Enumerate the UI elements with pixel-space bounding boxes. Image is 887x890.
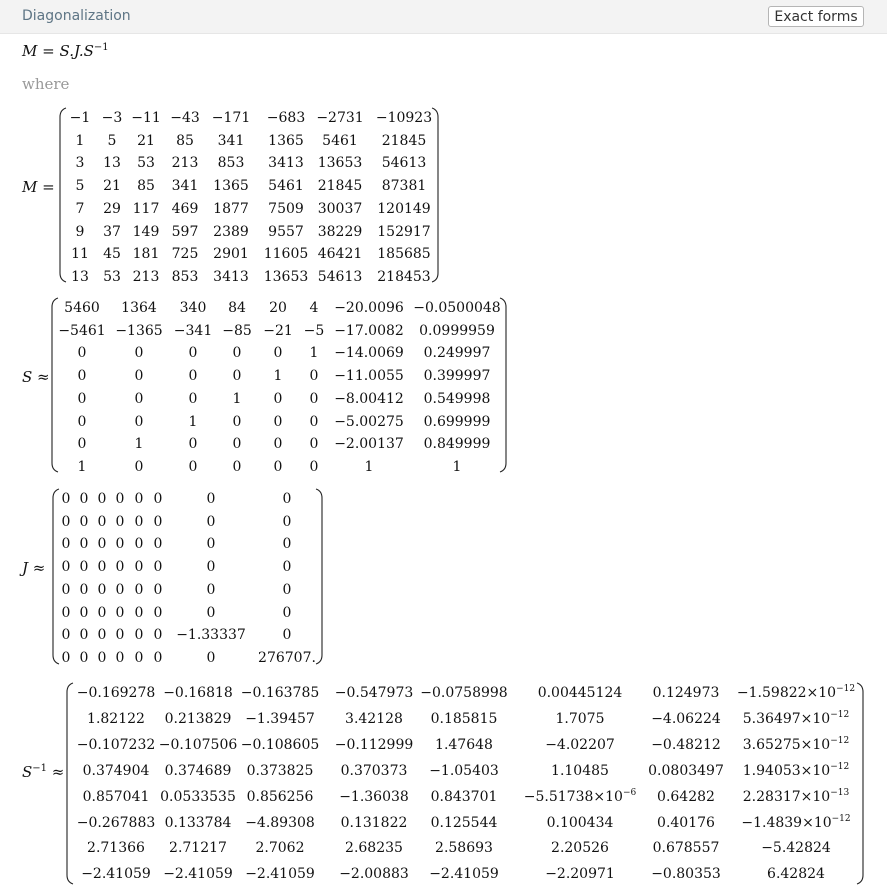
matrix-cell: 85: [137, 178, 155, 195]
panel-title: Diagonalization: [22, 8, 131, 24]
matrix-cell: −0.48212: [651, 736, 721, 753]
matrix-cell: 0: [134, 413, 144, 430]
matrix-cell: 0.549998: [423, 390, 491, 407]
matrix-cell: 1: [273, 368, 283, 385]
matrix-cell: −1.33337: [176, 627, 246, 644]
matrix-cell: 0: [134, 491, 144, 507]
matrix-cell: −2.00137: [334, 436, 404, 453]
matrix-cell: −21: [263, 322, 293, 339]
matrix-cell: −2.41059: [163, 866, 233, 883]
matrix-cell: −10923: [375, 110, 433, 126]
cell-exponent: −6: [622, 787, 637, 798]
matrix-cell: −1.36038: [339, 788, 409, 805]
matrix-cell: −5.00275: [334, 413, 404, 430]
matrix-cell: 0: [97, 649, 107, 666]
matrix-cell: 0.125544: [430, 814, 498, 831]
matrix-cell: 1: [452, 458, 462, 475]
matrix-cell: 0: [309, 368, 319, 385]
matrix-cell: 53: [137, 155, 155, 172]
matrix-cell: 0.124973: [652, 685, 720, 701]
matrix-cell: 4: [309, 300, 319, 316]
matrix-cell: 0: [309, 436, 319, 453]
matrix-cell: 0: [134, 559, 144, 576]
matrix-cell: −1365: [115, 322, 163, 339]
matrix-cell: 0: [61, 536, 71, 553]
matrix-cell: $-1.59822\times 10^{-12}$: [736, 684, 856, 701]
matrix-cell: 2901: [213, 246, 249, 263]
matrix-cell: 0: [61, 627, 71, 644]
matrix-cell: −14.0069: [334, 345, 404, 362]
matrix-cell: 1364: [121, 300, 157, 316]
matrix-cell: 0: [153, 559, 163, 576]
matrix-cell: 13653: [317, 155, 363, 172]
matrix-cell: −2.00883: [339, 866, 409, 883]
panel-header: [0, 0, 887, 34]
matrix-cell: 0.0803497: [648, 762, 724, 779]
matrix-cell: 341: [171, 178, 199, 195]
matrix-cell: −0.163785: [240, 685, 320, 701]
matrix-cell: 5: [75, 178, 85, 195]
matrix-cell: 13: [71, 268, 89, 285]
matrix-cell: 0.678557: [652, 840, 720, 857]
matrix-cell: −2731: [316, 110, 364, 126]
matrix-cell: 1: [77, 458, 87, 475]
matrix-cell: 0: [188, 436, 198, 453]
matrix-cell: −0.0758998: [420, 685, 508, 701]
matrix-cell: 0.213829: [164, 710, 232, 727]
matrix-cell: −0.169278: [76, 685, 156, 701]
matrix-cell: 0: [79, 491, 89, 507]
matrix-cell: $2.28317\times 10^{-13}$: [742, 787, 850, 805]
matrix-cell: 0: [97, 604, 107, 621]
matrix-cell: 0: [282, 627, 292, 644]
matrix-cell: 0.100434: [546, 814, 614, 831]
matrix-cell: 0: [273, 436, 283, 453]
matrix-cell: 13653: [263, 268, 309, 285]
matrix-cell: 38229: [317, 223, 363, 240]
matrix-cell: −2.20971: [545, 866, 615, 883]
matrix-cell: 0: [232, 345, 242, 362]
matrix-cell: 0: [282, 536, 292, 553]
matrix-label-suffix: ≈: [47, 763, 65, 781]
matrix-cell: 0: [134, 390, 144, 407]
matrix-cell: 1365: [268, 132, 304, 149]
matrix-cell: 21: [137, 132, 155, 149]
matrix-cell: 0: [97, 491, 107, 507]
matrix-cell: 0.00445124: [537, 685, 623, 701]
matrix-cell: 21845: [317, 178, 363, 195]
matrix-cell: 0.0999959: [419, 322, 495, 339]
matrix-cell: 276707.: [258, 649, 316, 666]
matrix-cell: 2.71366: [87, 840, 145, 857]
matrix-cell: $3.65275\times 10^{-12}$: [742, 735, 850, 753]
matrix-cell: 0.133784: [164, 814, 232, 831]
matrix-cell: 0: [273, 458, 283, 475]
matrix-label-j: J ≈: [22, 559, 46, 577]
right-paren: [314, 488, 324, 665]
matrix-cell: 5: [107, 132, 117, 149]
matrix-cell: 149: [132, 223, 160, 240]
matrix-cell: 0.0533535: [160, 788, 236, 805]
matrix-cell: 0: [153, 513, 163, 530]
matrix-cell: 0: [134, 368, 144, 385]
matrix-cell: 0.849999: [423, 436, 491, 453]
matrix-cell: −4.89308: [245, 814, 315, 831]
matrix-cell: 0.131822: [340, 814, 408, 831]
matrix-cell: 1877: [213, 200, 249, 217]
matrix-cell: 0.249997: [423, 345, 491, 362]
matrix-cell: 0: [115, 536, 125, 553]
matrix-cell: 53: [103, 268, 121, 285]
matrix-cell: −85: [222, 322, 252, 339]
matrix-cell: 0: [97, 627, 107, 644]
matrix-cell: 0: [79, 536, 89, 553]
matrix-cell: 0: [134, 604, 144, 621]
matrix-cell: 0: [188, 368, 198, 385]
matrix-cell: 1.10485: [551, 762, 609, 779]
matrix-cell: 0: [309, 458, 319, 475]
matrix-cell: −0.547973: [334, 685, 414, 701]
matrix-cell: 341: [217, 132, 245, 149]
matrix-cell: 0: [61, 604, 71, 621]
matrix-cell: 0: [97, 536, 107, 553]
matrix-cell: 11: [71, 246, 89, 263]
matrix-cell: 0: [232, 413, 242, 430]
matrix-cell: −0.80353: [651, 866, 721, 883]
matrix-cell: 0: [97, 513, 107, 530]
matrix-cell: 5461: [322, 132, 358, 149]
matrix-cell: 0: [134, 536, 144, 553]
matrix-cell: −683: [266, 110, 306, 126]
matrix-cell: −17.0082: [334, 322, 404, 339]
matrix-cell: 0: [134, 345, 144, 362]
matrix-cell: 0: [273, 413, 283, 430]
cell-exponent: −12: [830, 709, 850, 720]
matrix-cell: 0: [77, 436, 87, 453]
matrix-cell: 0.373825: [246, 762, 314, 779]
matrix-cell: 0.399997: [423, 368, 491, 385]
matrix-cell: 0: [188, 458, 198, 475]
matrix-cell: 1365: [213, 178, 249, 195]
matrix-cell: 0: [232, 368, 242, 385]
matrix-cell: 11605: [263, 246, 309, 263]
matrix-cell: 37: [103, 223, 121, 240]
matrix-cell: 0: [79, 649, 89, 666]
matrix-cell: −2.41059: [245, 866, 315, 883]
matrix-cell: 0: [153, 581, 163, 598]
matrix-cell: −1.39457: [245, 710, 315, 727]
matrix-cell: 85: [176, 132, 194, 149]
matrix-cell: 0.40176: [657, 814, 715, 831]
matrix-cell: 0: [282, 581, 292, 598]
matrix-cell: 13: [103, 155, 121, 172]
matrix-cell: 0: [61, 581, 71, 598]
matrix-cell: 0: [282, 559, 292, 576]
matrix-cell: 0: [115, 513, 125, 530]
matrix-cell: 181: [132, 246, 160, 263]
matrix-cell: −4.02207: [545, 736, 615, 753]
matrix-cell: 213: [132, 268, 160, 285]
matrix-cell: 469: [171, 200, 199, 217]
matrix-cell: 0: [273, 345, 283, 362]
matrix-cell: 87381: [381, 178, 427, 195]
matrix-cell: 0: [188, 390, 198, 407]
matrix-cell: −0.16818: [163, 685, 233, 701]
matrix-cell: −3: [101, 110, 123, 126]
matrix-cell: 0.699999: [423, 413, 491, 430]
matrix-cell: 1.47648: [435, 736, 493, 753]
matrix-cell: 1: [188, 413, 198, 430]
matrix-cell: 3413: [213, 268, 249, 285]
matrix-cell: 0.857041: [82, 788, 150, 805]
matrix-cell: 0: [134, 513, 144, 530]
matrix-cell: 0: [79, 627, 89, 644]
matrix-cell: 2.20526: [551, 840, 609, 857]
cell-exponent: −12: [830, 735, 850, 746]
matrix-cell: 0: [79, 513, 89, 530]
matrix-cell: 0: [134, 458, 144, 475]
right-paren: [498, 297, 508, 473]
matrix-cell: 0: [206, 513, 216, 530]
matrix-label-s: S ≈: [22, 368, 50, 386]
matrix-cell: −2.41059: [81, 866, 151, 883]
matrix-cell: 5460: [64, 300, 100, 316]
matrix-cell: −5: [303, 322, 325, 339]
matrix-label-m: M =: [22, 178, 55, 196]
matrix-cell: 7: [75, 200, 85, 217]
matrix-cell: −171: [211, 110, 251, 126]
matrix-cell: 1: [364, 458, 374, 475]
matrix-cell: 0: [309, 413, 319, 430]
matrix-cell: 0.374904: [82, 762, 150, 779]
matrix-cell: 1.7075: [555, 710, 605, 727]
matrix-cell: −0.107232: [76, 736, 156, 753]
matrix-cell: 0.374689: [164, 762, 232, 779]
matrix-cell: 0: [134, 581, 144, 598]
exact-forms-button[interactable]: Exact forms: [768, 6, 864, 27]
matrix-cell: 0: [61, 491, 71, 507]
matrix-cell: 0: [61, 559, 71, 576]
matrix-cell: −11.0055: [334, 368, 404, 385]
matrix-j: [0, 488, 887, 665]
matrix-cell: 0: [115, 559, 125, 576]
matrix-cell: 2.7062: [255, 840, 305, 857]
matrix-m: [0, 107, 887, 283]
matrix-cell: 0: [153, 649, 163, 666]
matrix-cell: 340: [179, 300, 207, 316]
matrix-cell: 0: [61, 649, 71, 666]
matrix-cell: −43: [170, 110, 200, 126]
matrix-cell: 0: [115, 627, 125, 644]
matrix-cell: 2.68235: [345, 840, 403, 857]
right-paren: [855, 682, 865, 885]
matrix-cell: 54613: [317, 268, 363, 285]
matrix-cell: 853: [217, 155, 245, 172]
matrix-cell: 0.843701: [430, 788, 498, 805]
matrix-cell: 0: [282, 513, 292, 530]
matrix-cell: 0: [115, 604, 125, 621]
matrix-cell: $-1.4839\times 10^{-12}$: [741, 813, 851, 831]
matrix-cell: 0: [153, 604, 163, 621]
matrix-cell: 0: [206, 604, 216, 621]
left-paren: [51, 488, 61, 665]
cell-exponent: −13: [830, 787, 850, 798]
matrix-cell: 7509: [268, 200, 304, 217]
matrix-cell: 84: [228, 300, 246, 316]
matrix-cell: 9: [75, 223, 85, 240]
matrix-cell: 0: [97, 581, 107, 598]
matrix-cell: 30037: [317, 200, 363, 217]
matrix-cell: 0: [206, 649, 216, 666]
cell-exponent: −12: [831, 813, 851, 824]
matrix-cell: 0: [153, 491, 163, 507]
matrix-cell: 0: [206, 536, 216, 553]
matrix-cell: −20.0096: [334, 300, 404, 316]
matrix-cell: 0: [309, 390, 319, 407]
matrix-cell: 0.64282: [657, 788, 715, 805]
matrix-cell: 185685: [377, 246, 431, 263]
matrix-cell: −5.42824: [761, 840, 831, 857]
matrix-cell: $5.36497\times 10^{-12}$: [742, 709, 850, 727]
left-paren: [58, 107, 68, 283]
matrix-cell: 0: [153, 536, 163, 553]
matrix-cell: −0.108605: [240, 736, 320, 753]
where-label: where: [22, 75, 70, 93]
matrix-cell: 0: [206, 581, 216, 598]
matrix-cell: 45: [103, 246, 121, 263]
matrix-cell: 117: [132, 200, 160, 217]
matrix-cell: 3413: [268, 155, 304, 172]
matrix-cell: 5461: [268, 178, 304, 195]
matrix-cell: 1: [232, 390, 242, 407]
matrix-cell: 725: [171, 246, 199, 263]
matrix-cell: 20: [269, 300, 287, 316]
matrix-cell: −0.112999: [334, 736, 414, 753]
formula-text: M = S.J.S: [22, 42, 94, 60]
diagonalization-formula: [22, 42, 109, 60]
matrix-cell: −341: [173, 322, 213, 339]
matrix-cell: −5461: [58, 322, 106, 339]
left-paren: [65, 682, 75, 885]
matrix-cell: −0.0500048: [413, 300, 501, 316]
cell-exponent: −12: [830, 761, 850, 772]
matrix-cell: $-5.51738\times 10^{-6}$: [523, 787, 637, 805]
matrix-label-text: S: [22, 763, 33, 781]
matrix-cell: 21: [103, 178, 121, 195]
matrix-cell: 1.82122: [87, 710, 145, 727]
matrix-cell: 0: [282, 604, 292, 621]
matrix-cell: −4.06224: [651, 710, 721, 727]
matrix-cell: 0.185815: [430, 710, 498, 727]
matrix-cell: 152917: [377, 223, 431, 240]
matrix-cell: 21845: [381, 132, 427, 149]
matrix-cell: 853: [171, 268, 199, 285]
matrix-cell: 0: [77, 413, 87, 430]
matrix-cell: 46421: [317, 246, 363, 263]
matrix-cell: 213: [171, 155, 199, 172]
formula-exponent: −1: [93, 42, 109, 53]
matrix-cell: 120149: [377, 200, 431, 217]
matrix-cell: −0.267883: [76, 814, 156, 831]
matrix-cell: 0: [206, 559, 216, 576]
matrix-cell: −2.41059: [429, 866, 499, 883]
matrix-cell: 0: [134, 649, 144, 666]
matrix-label-exponent: −1: [32, 763, 48, 774]
matrix-s: [0, 297, 887, 473]
matrix-cell: 0: [97, 559, 107, 576]
matrix-cell: −1: [69, 110, 91, 126]
matrix-cell: 2.71217: [169, 840, 227, 857]
matrix-cell: 0: [77, 390, 87, 407]
matrix-cell: 1: [134, 436, 144, 453]
matrix-cell: 6.42824: [767, 866, 825, 883]
matrix-sinv: [0, 682, 887, 885]
matrix-cell: 597: [171, 223, 199, 240]
matrix-cell: 0: [61, 513, 71, 530]
matrix-cell: 0: [206, 491, 216, 507]
matrix-cell: 29: [103, 200, 121, 217]
matrix-cell: 0: [115, 581, 125, 598]
matrix-cell: 0: [134, 627, 144, 644]
matrix-cell: 0: [188, 345, 198, 362]
matrix-cell: 0: [79, 559, 89, 576]
matrix-cell: 0: [79, 604, 89, 621]
matrix-cell: −8.00412: [334, 390, 404, 407]
matrix-cell: 0: [115, 649, 125, 666]
matrix-cell: 2.58693: [435, 840, 493, 857]
matrix-cell: −1.05403: [429, 762, 499, 779]
matrix-cell: 54613: [381, 155, 427, 172]
matrix-cell: 9557: [268, 223, 304, 240]
matrix-cell: −11: [131, 110, 161, 126]
right-paren: [430, 107, 440, 283]
matrix-cell: 0: [77, 368, 87, 385]
matrix-cell: 0: [273, 390, 283, 407]
matrix-cell: −0.107506: [158, 736, 238, 753]
matrix-cell: 0: [232, 458, 242, 475]
matrix-cell: 3.42128: [345, 710, 403, 727]
matrix-cell: 1: [309, 345, 319, 362]
cell-exponent: −12: [836, 684, 856, 694]
matrix-cell: 0: [153, 627, 163, 644]
matrix-cell: 2389: [213, 223, 249, 240]
matrix-cell: 0: [282, 491, 292, 507]
matrix-cell: 218453: [377, 268, 431, 285]
matrix-cell: 0: [115, 491, 125, 507]
matrix-cell: 0: [79, 581, 89, 598]
matrix-cell: 1: [75, 132, 85, 149]
matrix-cell: 0: [77, 345, 87, 362]
matrix-cell: 3: [75, 155, 85, 172]
matrix-cell: 0.856256: [246, 788, 314, 805]
matrix-cell: $1.94053\times 10^{-12}$: [742, 761, 850, 779]
matrix-cell: 0.370373: [340, 762, 408, 779]
matrix-cell: 0: [232, 436, 242, 453]
